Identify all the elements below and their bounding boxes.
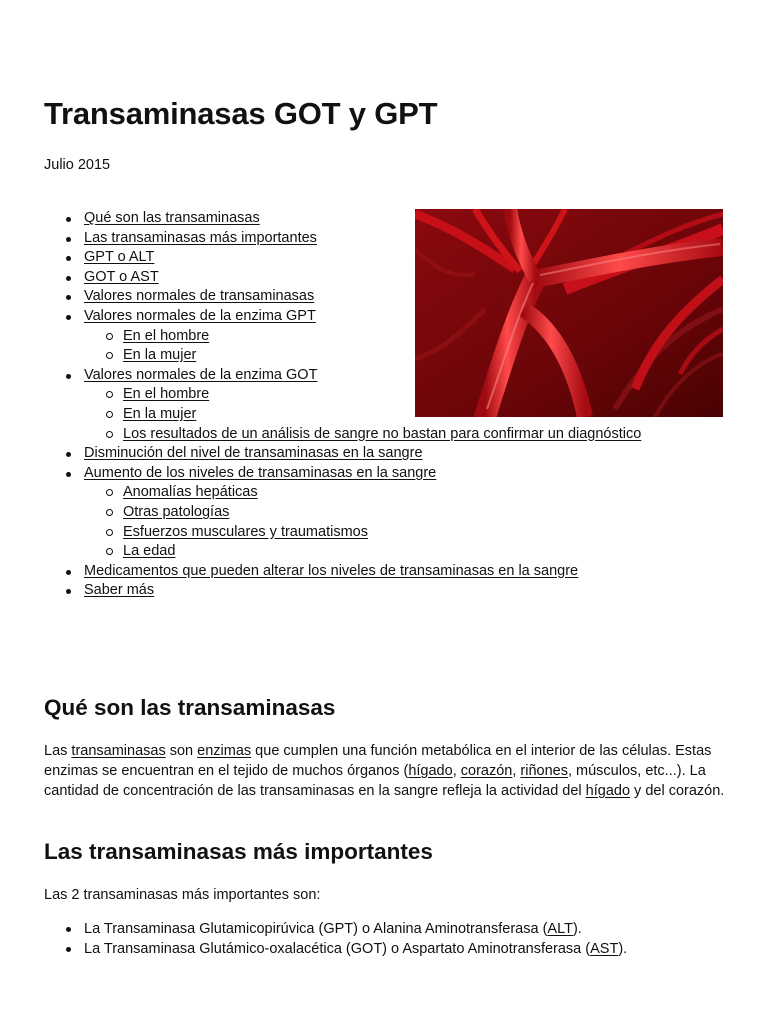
toc-subitem: [123, 523, 641, 543]
toc-link-got-ast[interactable]: GOT o AST: [84, 268, 159, 285]
section-intro-mas-importantes: Las 2 transaminasas más importantes son:: [44, 887, 321, 903]
text-run: La Transaminasa Glutámico-oxalacética (GOT) o Aspartato Aminotransferasa (: [84, 941, 591, 957]
list-item: [84, 919, 627, 939]
toc-subitem: [123, 542, 641, 562]
toc-subitem: [123, 346, 641, 366]
toc-sublist-aumento: [84, 483, 641, 561]
toc-item: [84, 307, 641, 366]
toc-subitem: [123, 483, 641, 503]
text-run: La Transaminasa Glutamicopirúvica (GPT) o Alanina Aminotransferasa (: [84, 921, 548, 937]
toc-link-gpt-alt[interactable]: GPT o ALT: [84, 249, 155, 266]
toc-subitem: [123, 405, 641, 425]
toc-sublist-gpt: [84, 327, 641, 366]
toc-link-que-son[interactable]: Qué son las transaminasas: [84, 210, 260, 226]
link-corazon[interactable]: corazón: [460, 763, 513, 779]
link-transaminasas[interactable]: transaminasas: [71, 743, 166, 759]
toc-link-mas-importantes[interactable]: Las transaminasas más importantes: [84, 229, 317, 246]
toc-subitem: [123, 327, 641, 347]
link-ast[interactable]: AST: [590, 941, 619, 957]
toc-item: [84, 268, 641, 288]
text-run: Las: [44, 743, 72, 759]
list-item: [84, 939, 627, 959]
publication-date: Julio 2015: [44, 157, 111, 173]
text-run: ,: [512, 763, 521, 779]
toc-link-got-hombre[interactable]: En el hombre: [123, 386, 210, 403]
toc-link-aumento[interactable]: Aumento de los niveles de transaminasas en la sangre: [84, 464, 437, 481]
toc-link-disminucion[interactable]: Disminución del nivel de transaminasas en la sangre: [84, 445, 423, 462]
link-enzimas[interactable]: enzimas: [197, 743, 252, 759]
toc-subitem: [123, 385, 641, 405]
toc-sublist-got: [84, 385, 641, 444]
text-run: y del corazón.: [630, 783, 725, 799]
link-higado[interactable]: hígado: [408, 763, 453, 779]
section-paragraph-que-son: [44, 741, 728, 801]
toc-link-la-edad[interactable]: La edad: [123, 543, 176, 560]
toc-item: [84, 444, 641, 464]
toc-link-got-mujer[interactable]: En la mujer: [123, 405, 197, 422]
table-of-contents: [44, 209, 641, 601]
transaminases-list: [44, 919, 627, 959]
toc-link-valores-gpt[interactable]: Valores normales de la enzima GPT: [84, 307, 316, 324]
toc-link-medicamentos[interactable]: Medicamentos que pueden alterar los niveles de transaminasas en la sangre: [84, 562, 579, 579]
page-title: Transaminasas GOT y GPT: [44, 96, 438, 131]
toc-item: [84, 209, 641, 229]
toc-item: [84, 464, 641, 562]
toc-link-esfuerzos[interactable]: Esfuerzos musculares y traumatismos: [123, 523, 368, 540]
text-run: que cumplen una función metabólica en el interior de las células. Estas enzimas se encuentran en el tejido de muchos órganos (: [44, 743, 712, 779]
toc-link-valores-got[interactable]: Valores normales de la enzima GOT: [84, 366, 318, 383]
toc-item: [84, 287, 641, 307]
text-run: ).: [572, 921, 582, 937]
toc-subitem: [123, 425, 641, 445]
toc-item: [84, 248, 641, 268]
toc-link-gpt-hombre[interactable]: En el hombre: [123, 327, 210, 344]
toc-subitem: [123, 503, 641, 523]
toc-item: [84, 581, 641, 601]
text-run: ,: [452, 763, 461, 779]
toc-link-resultados-analisis[interactable]: Los resultados de un análisis de sangre no bastan para confirmar un diagnóstico: [123, 425, 642, 442]
toc-link-valores-normales[interactable]: Valores normales de transaminasas: [84, 288, 315, 305]
toc-item: [84, 229, 641, 249]
toc-link-saber-mas[interactable]: Saber más: [84, 582, 155, 599]
link-higado-2[interactable]: hígado: [585, 783, 631, 799]
toc-item: [84, 562, 641, 582]
text-run: son: [165, 743, 198, 759]
section-heading-que-son: Qué son las transaminasas: [44, 695, 336, 720]
section-heading-mas-importantes: Las transaminasas más importantes: [44, 839, 433, 864]
toc-link-gpt-mujer[interactable]: En la mujer: [123, 347, 197, 364]
text-run: , músculos, etc...). La cantidad de concentración de las transaminasas en la sangre refleja la actividad del: [44, 763, 706, 799]
toc-item: [84, 366, 641, 444]
link-alt[interactable]: ALT: [547, 921, 573, 937]
link-rinones[interactable]: riñones: [520, 763, 568, 779]
text-run: ).: [618, 941, 628, 957]
toc-link-anomalias-hepaticas[interactable]: Anomalías hepáticas: [123, 484, 258, 501]
toc-link-otras-patologias[interactable]: Otras patologías: [123, 503, 230, 520]
